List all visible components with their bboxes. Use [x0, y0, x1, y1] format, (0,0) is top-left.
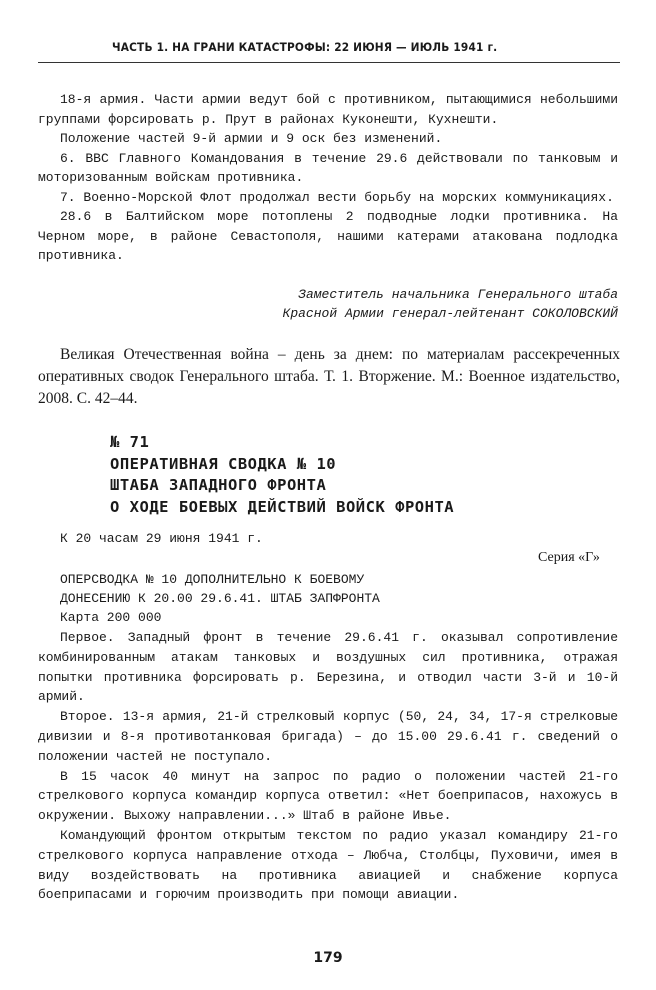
paragraph-air-force: 6. ВВС Главного Командования в течение 29.6 действовали по танковым и моторизованным войскам противника.	[38, 150, 618, 185]
reference-line-1: ОПЕРСВОДКА № 10 ДОПОЛНИТЕЛЬНО К БОЕВОМУ	[60, 572, 365, 587]
running-header: ЧАСТЬ 1. НА ГРАНИ КАТАСТРОФЫ: 22 ИЮНЯ — ИЮЛЬ 1941 г.	[112, 40, 498, 54]
report-body	[38, 628, 618, 905]
source-citation: Великая Отечественная война – день за днем: по материалам рассекреченных оперативных сводок Генерального штаба. Т. 1. Вторжение. М.: Военное издательство, 2008. С. 42–44.	[38, 346, 620, 407]
paragraph-9th-army: Положение частей 9-й армии и 9 оск без изменений.	[60, 131, 443, 146]
document-number: № 71	[110, 433, 150, 451]
paragraph-navy: 7. Военно-Морской Флот продолжал вести борьбу на морских коммуникациях.	[60, 189, 614, 205]
paragraph-first: Первое. Западный фронт в течение 29.6.41 г. оказывал сопротивление комбинированным атакам танковых и воздушных сил противника, отражая попытки противника форсировать р. Березина, и отводил части 3-й и 10-й армий.	[38, 630, 618, 705]
page-number: 179	[313, 950, 343, 966]
signature-line-1: Заместитель начальника Генерального штаба	[298, 287, 618, 302]
paragraph-second: Второе. 13-я армия, 21-й стрелковый корпус (50, 24, 34, 17-я стрелковые дивизии и 8-я противотанковая бригада) – до 15.00 29.6.41 г. сведений о положении частей не поступало.	[38, 709, 618, 764]
paragraph-submarines: 28.6 в Балтийском море потоплены 2 подводные лодки противника. На Черном море, в районе Севастополя, нашими катерами атакована подлодка противника.	[38, 209, 618, 263]
document-title-line-1: ОПЕРАТИВНАЯ СВОДКА № 10	[110, 454, 337, 473]
header-rule	[38, 62, 620, 63]
reference-line-3: Карта 200 000	[60, 610, 162, 625]
document-series: Серия «Г»	[538, 550, 600, 565]
paragraph-18th-army: 18-я армия. Части армии ведут бой с противником, пытающимися небольшими группами форсировать р. Прут в районах Куконешти, Кухнешти.	[38, 92, 618, 127]
document-heading	[110, 432, 530, 518]
document-dateline: К 20 часам 29 июня 1941 г.	[60, 531, 263, 546]
paragraph-commander-order: Командующий фронтом открытым текстом по радио указал командиру 21-го стрелкового корпуса направление отхода – Любча, Столбцы, Пуховичи, имея в виду воздействовать на противника авиацией и снабжение корпуса боеприпасами и горючим производить при помощи авиации.	[38, 827, 618, 903]
document-reference	[60, 570, 620, 627]
signature-line-2: Красной Армии генерал-лейтенант СОКОЛОВСКИЙ	[282, 306, 618, 321]
report-continuation	[38, 90, 618, 266]
paragraph-radio-query: В 15 часок 40 минут на запрос по радио о положении частей 21-го стрелкового корпуса командир корпуса ответил: «Нет боеприпасов, нахожусь в окружении. Выхожу направлении...» Штаб в районе Ивье.	[38, 768, 618, 824]
document-title-line-3: О ХОДЕ БОЕВЫХ ДЕЙСТВИЙ ВОЙСК ФРОНТА	[110, 497, 455, 516]
reference-line-2: ДОНЕСЕНИЮ К 20.00 29.6.41. ШТАБ ЗАПФРОНТА	[60, 591, 380, 606]
document-title-line-2: ШТАБА ЗАПАДНОГО ФРОНТА	[110, 476, 327, 494]
